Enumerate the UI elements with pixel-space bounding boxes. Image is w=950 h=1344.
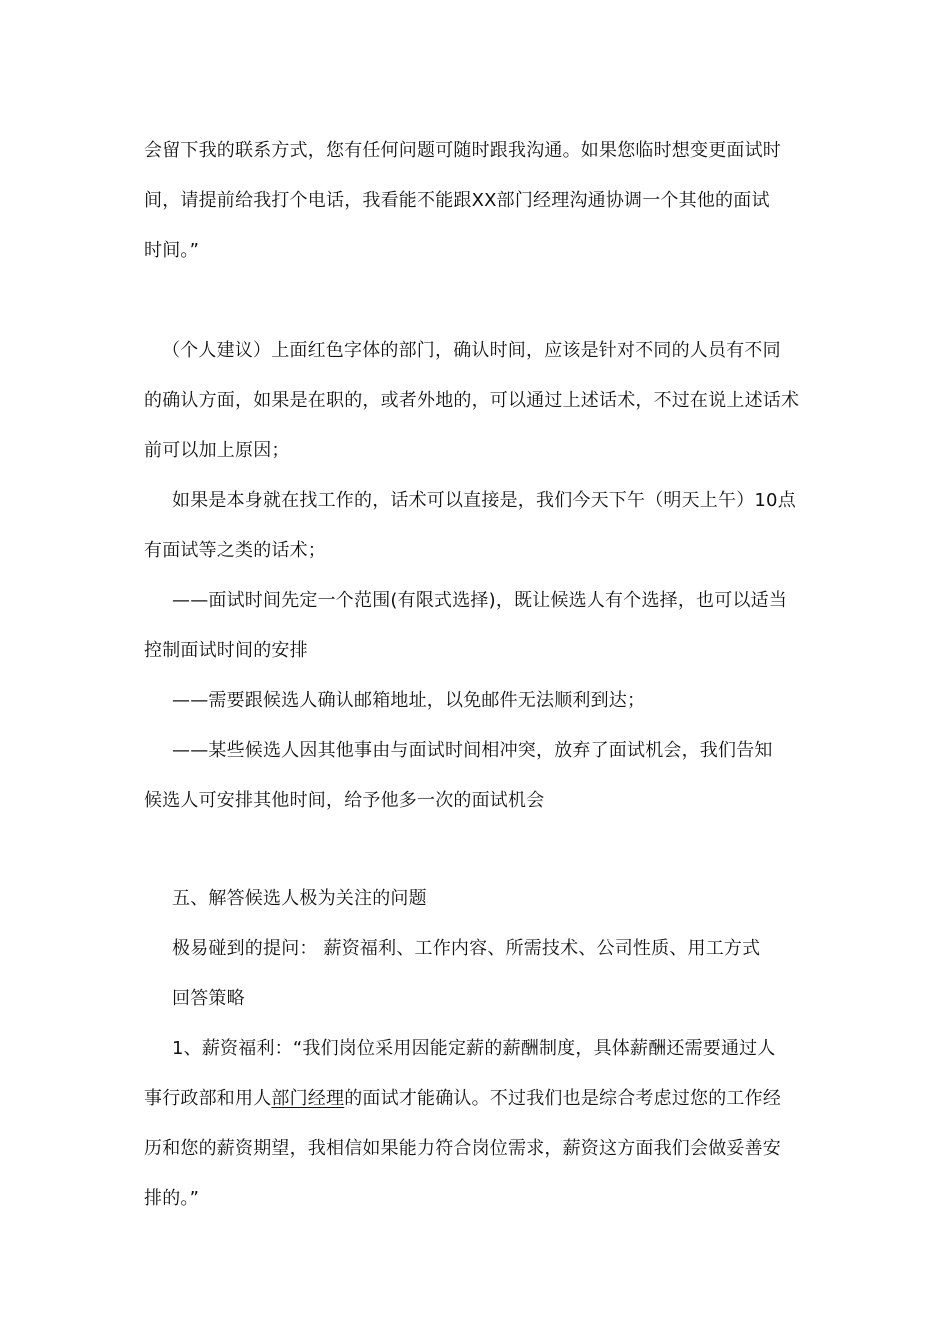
p7-line-4: 排的。” <box>144 1188 200 1209</box>
p2-line-1: （个人建议）上面红色字体的部门，确认时间，应该是针对不同的人员有不同 <box>162 340 781 361</box>
frequent-questions: 极易碰到的提问： 薪资福利、工作内容、所需技术、公司性质、用工方式 <box>172 938 761 959</box>
p1-line-2: 间，请提前给我打个电话，我看能不能跟XX部门经理沟通协调一个其他的面试 <box>144 190 770 211</box>
p5-line-1: ——需要跟候选人确认邮箱地址，以免邮件无法顺利到达； <box>172 690 646 711</box>
p7-line-3: 历和您的薪资期望，我相信如果能力符合岗位需求，薪资这方面我们会做妥善安 <box>144 1138 781 1159</box>
p3-line-2: 有面试等之类的话术； <box>144 540 326 561</box>
section-heading: 五、解答候选人极为关注的问题 <box>172 888 427 909</box>
p7-line-2-end: 的面试才能确认。不过我们也是综合考虑过您的工作经 <box>344 1088 782 1109</box>
p2-line-3: 前可以加上原因； <box>144 440 290 461</box>
answer-strategy: 回答策略 <box>172 988 245 1009</box>
p7-line-2 <box>144 1086 814 1112</box>
p6-line-1: ——某些候选人因其他事由与面试时间相冲突，放弃了面试机会，我们告知 <box>172 740 773 761</box>
p7-line-2-start: 事行政部和用人 <box>144 1088 272 1109</box>
p1-line-3: 时间。” <box>144 240 200 261</box>
p2-line-2: 的确认方面，如果是在职的，或者外地的，可以通过上述话术，不过在说上述话术 <box>144 390 800 411</box>
p4-line-1: ——面试时间先定一个范围(有限式选择)，既让候选人有个选择，也可以适当 <box>172 590 788 611</box>
underlined-department-manager: 部门经理 <box>271 1088 345 1109</box>
p1-line-1: 会留下我的联系方式，您有任何问题可随时跟我沟通。如果您临时想变更面试时 <box>144 140 781 161</box>
p3-line-1: 如果是本身就在找工作的，话术可以直接是，我们今天下午（明天上午）10点 <box>172 490 796 511</box>
p4-line-2: 控制面试时间的安排 <box>144 640 308 661</box>
p6-line-2: 候选人可安排其他时间，给予他多一次的面试机会 <box>144 790 545 811</box>
p7-line-1: 1、薪资福利：“我们岗位采用因能定薪的薪酬制度，具体薪酬还需要通过人 <box>172 1038 776 1059</box>
